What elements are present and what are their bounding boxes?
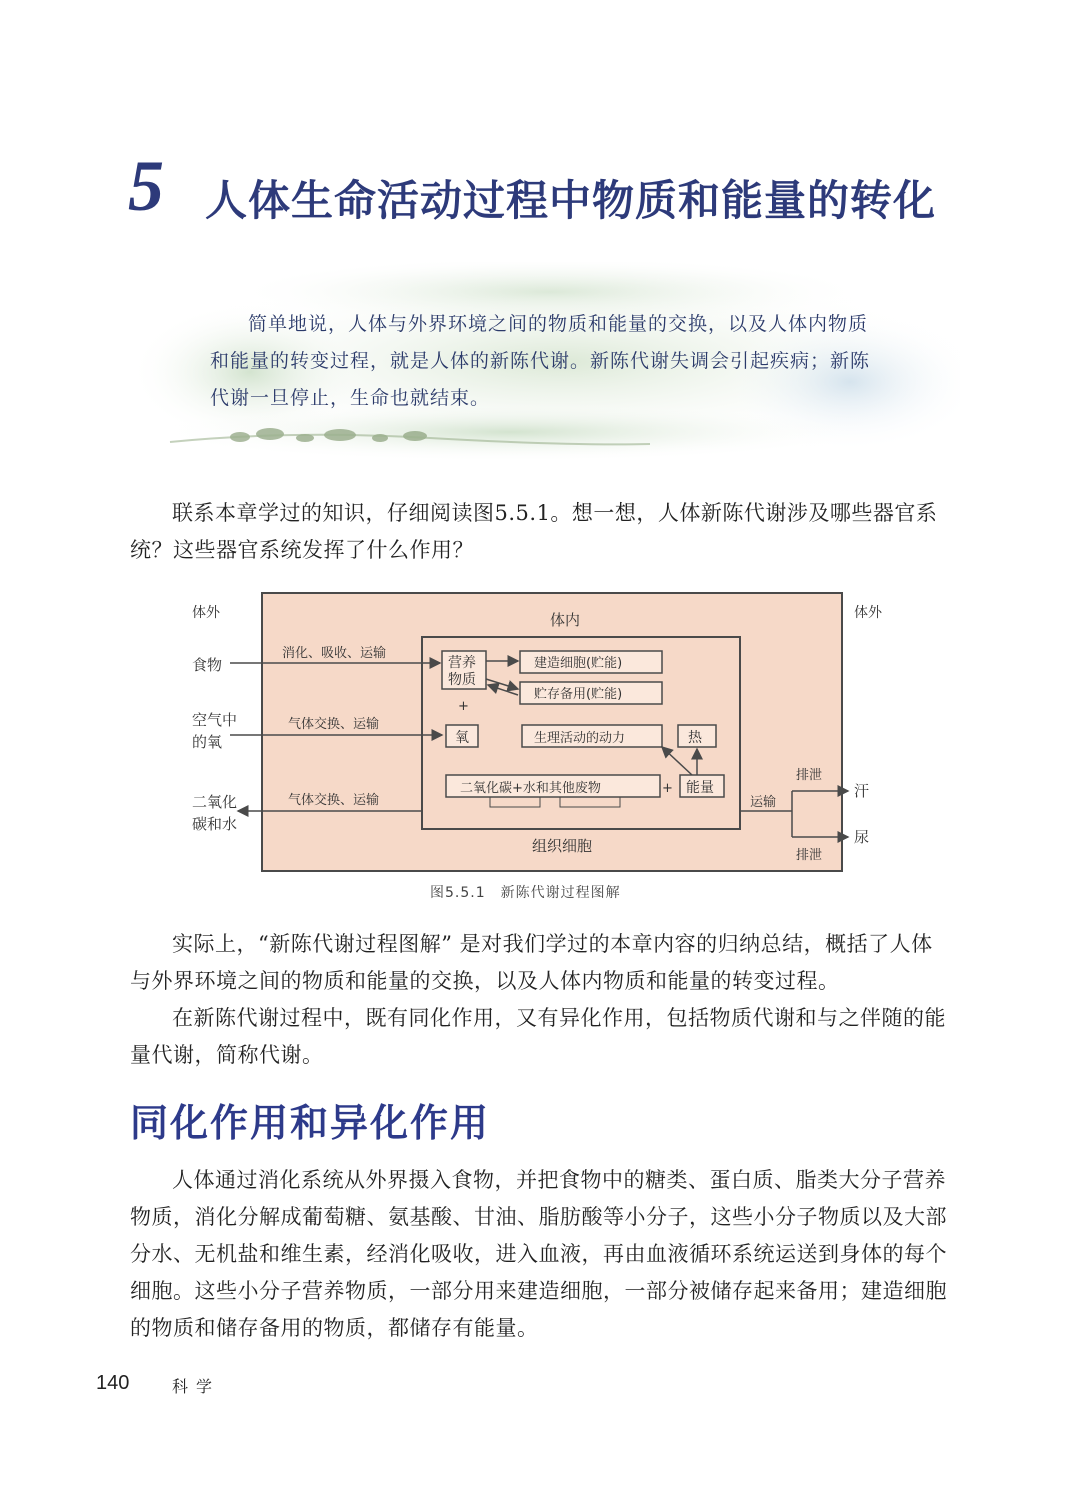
label-excrete-2: 排泄 [796, 848, 823, 863]
label-nutrient-2: 物质 [448, 672, 476, 688]
label-energy: 能量 [686, 780, 714, 796]
label-gas-out: 气体交换、运输 [288, 793, 380, 808]
metabolism-paragraph: 在新陈代谢过程中，既有同化作用，又有异化作用，包括物质代谢和与之伴随的能量代谢，简称代谢。 [130, 1006, 946, 1067]
assimilation-paragraph: 人体通过消化系统从外界摄入食物，并把食物中的糖类、蛋白质、脂类大分子营养物质，消化分解成葡萄糖、氨基酸、甘油、脂肪酸等小分子，这些小分子物质以及大部分水、无机盐和维生素，经消化吸收，进入血液，再由血液循环系统运送到身体的每个细胞。这些小分子营养物质，一部分用来建造细胞，一部分被储存起来备用；建造细胞的物质和储存备用的物质，都储存有能量。 [130, 1168, 947, 1340]
label-co2-2: 碳和水 [192, 815, 238, 833]
label-air-1: 空气中 [192, 711, 238, 729]
label-build: 建造细胞(贮能) [534, 656, 623, 671]
assimilation-paragraph-block [130, 1162, 952, 1347]
label-heat: 热 [688, 730, 702, 746]
label-waste: 二氧化碳+水和其他废物 [460, 781, 601, 796]
label-transport: 运输 [750, 795, 777, 810]
label-oxygen: 氧 [455, 730, 469, 746]
figure-caption: 图5.5.1 新陈代谢过程图解 [430, 885, 621, 901]
label-store: 贮存备用(贮能) [534, 687, 623, 702]
chapter-title: 人体生命活动过程中物质和能量的转化 [205, 176, 937, 225]
label-outside-right: 体外 [854, 605, 882, 621]
label-air-2: 的氧 [192, 733, 223, 751]
label-cell: 组织细胞 [532, 837, 593, 855]
label-excrete-1: 排泄 [796, 768, 823, 783]
question-paragraph-block [130, 495, 952, 569]
label-digest: 消化、吸收、运输 [282, 646, 387, 661]
summary-paragraph-block [130, 926, 952, 1074]
label-power: 生理活动的动力 [534, 731, 626, 746]
label-nutrient-1: 营养 [448, 655, 476, 671]
chapter-number: 5 [128, 146, 164, 226]
question-paragraph: 联系本章学过的知识，仔细阅读图5.5.1。想一想，人体新陈代谢涉及哪些器官系统？这些器官系统发挥了什么作用？ [130, 501, 938, 562]
label-urine: 尿 [854, 828, 870, 846]
intro-paragraph: 简单地说，人体与外界环境之间的物质和能量的交换，以及人体内物质和能量的转变过程，就是人体的新陈代谢。新陈代谢失调会引起疾病；新陈代谢一旦停止，生命也就结束。 [210, 313, 871, 409]
label-co2-1: 二氧化 [192, 793, 238, 811]
label-food: 食物 [192, 656, 223, 674]
section-title: 同化作用和异化作用 [130, 1101, 491, 1145]
label-gas-in: 气体交换、运输 [288, 717, 380, 732]
label-sweat: 汗 [854, 782, 870, 800]
book-name: 科学 [172, 1377, 221, 1396]
intro-text [210, 306, 870, 417]
page-number: 140 [96, 1372, 130, 1394]
label-outside-left: 体外 [192, 605, 220, 621]
summary-paragraph: 实际上，“新陈代谢过程图解” 是对我们学过的本章内容的归纳总结，概括了人体与外界环境之间的物质和能量的交换，以及人体内物质和能量的转变过程。 [130, 932, 933, 993]
plus-1: + [458, 699, 469, 714]
label-inside: 体内 [550, 611, 581, 629]
plus-2: + [662, 781, 673, 796]
metabolism-diagram [180, 585, 900, 885]
